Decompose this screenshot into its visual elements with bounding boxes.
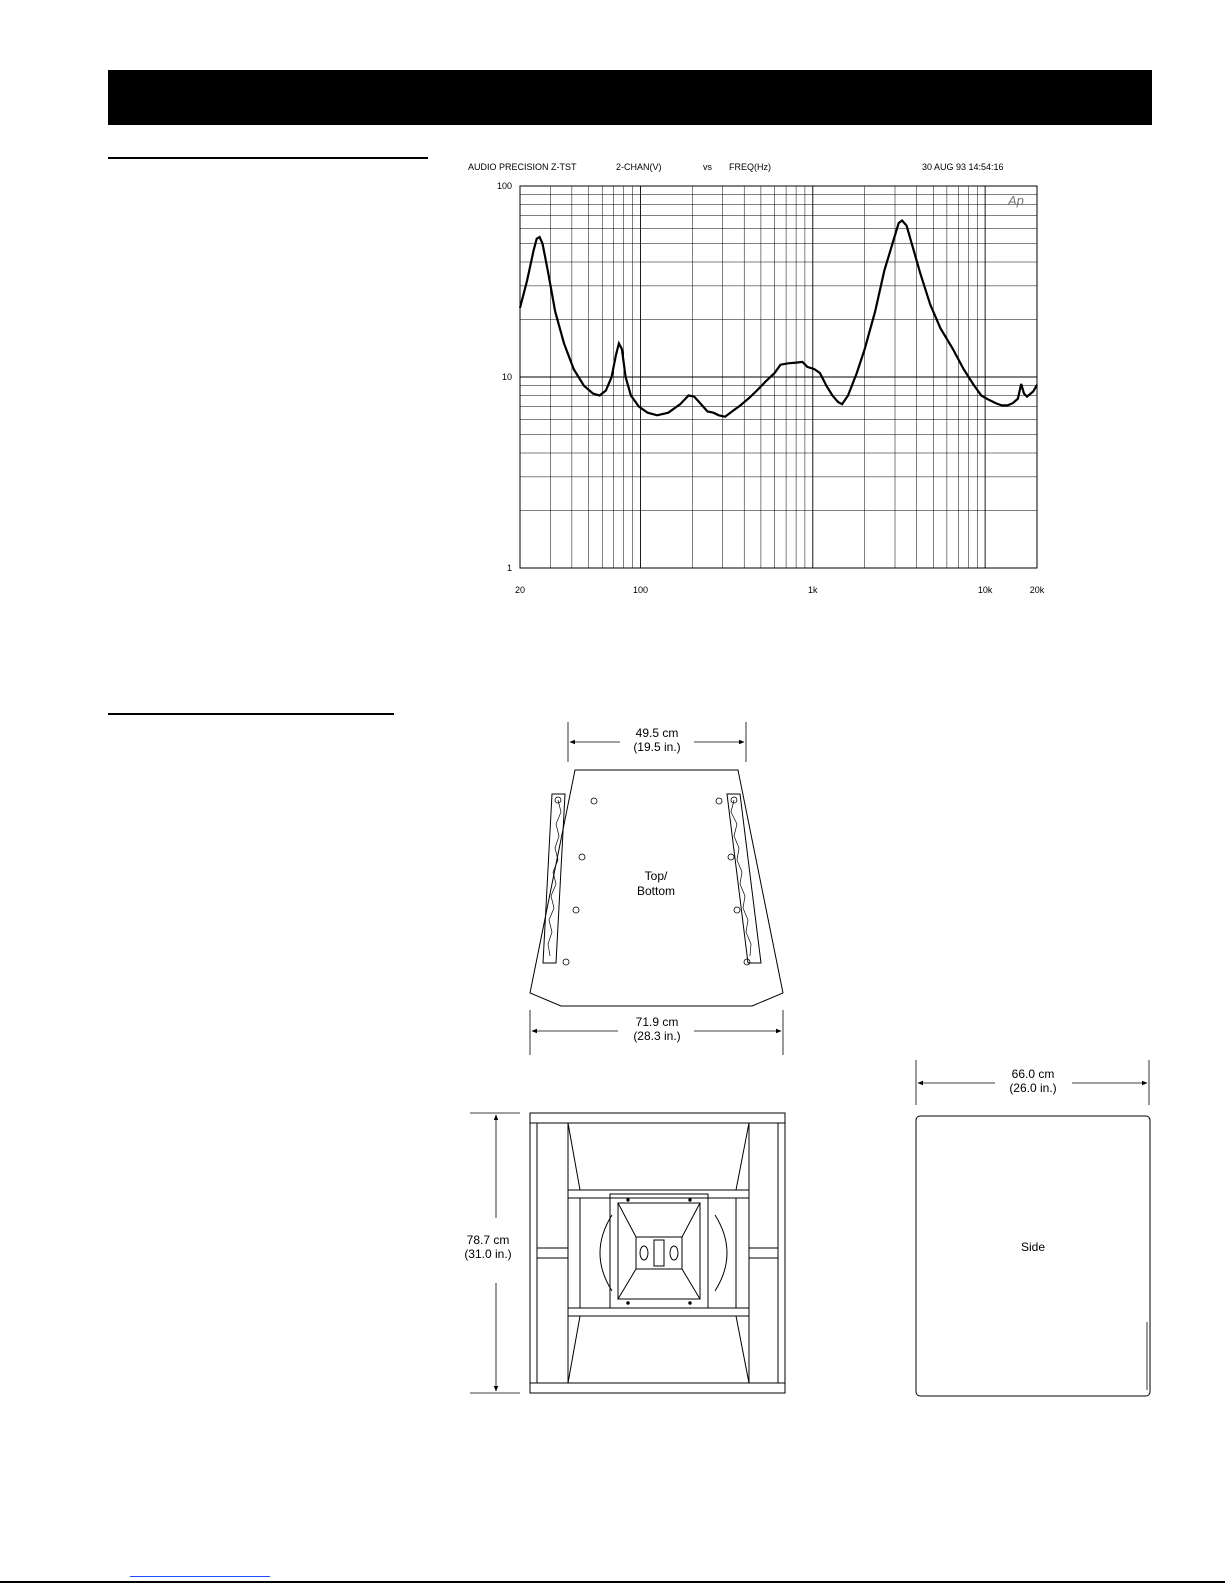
side-view-outline (916, 1116, 1150, 1396)
horn-flange (610, 1194, 708, 1308)
woofer-right-arc (715, 1215, 727, 1291)
top-width-in: (19.5 in.) (633, 740, 681, 754)
x-tick-label: 1k (808, 585, 818, 595)
y-tick-label: 100 (496, 181, 512, 191)
side-view-drawing (916, 1060, 1150, 1396)
y-tick-label: 10 (501, 372, 512, 382)
side-width-cm: 66.0 cm (1011, 1067, 1055, 1081)
x-tick-label: 10k (977, 585, 993, 595)
bottom-width-cm: 71.9 cm (635, 1015, 679, 1029)
chart-vs: vs (703, 162, 712, 172)
driver-port-right (670, 1246, 678, 1260)
top-view-label-line1: Top/ (644, 869, 668, 883)
top-view-label-line2: Bottom (636, 884, 676, 898)
y-tick-label: 1 (506, 563, 512, 573)
front-view-drawing (470, 1113, 785, 1393)
ap-logo: Ap (1008, 193, 1024, 208)
right-rigging-rail (727, 794, 761, 963)
driver-port-left (640, 1246, 648, 1260)
side-view-label: Side (1020, 1240, 1046, 1254)
front-height-in: (31.0 in.) (464, 1247, 512, 1261)
x-tick-label: 20 (514, 585, 526, 595)
chart-y-quantity: 2-CHAN(V) (616, 162, 662, 172)
chart-timestamp: 30 AUG 93 14:54:16 (922, 162, 1004, 172)
chart-x-quantity: FREQ(Hz) (729, 162, 771, 172)
top-width-cm: 49.5 cm (635, 726, 679, 740)
front-height-cm: 78.7 cm (466, 1233, 510, 1247)
chart-instrument: AUDIO PRECISION Z-TST (468, 162, 577, 172)
side-width-in: (26.0 in.) (1009, 1081, 1057, 1095)
x-tick-label: 20k (1029, 585, 1045, 595)
left-rigging-rail (543, 794, 565, 963)
x-tick-label: 100 (632, 585, 648, 595)
top-view-drawing (530, 722, 783, 1055)
bottom-width-in: (28.3 in.) (633, 1029, 681, 1043)
